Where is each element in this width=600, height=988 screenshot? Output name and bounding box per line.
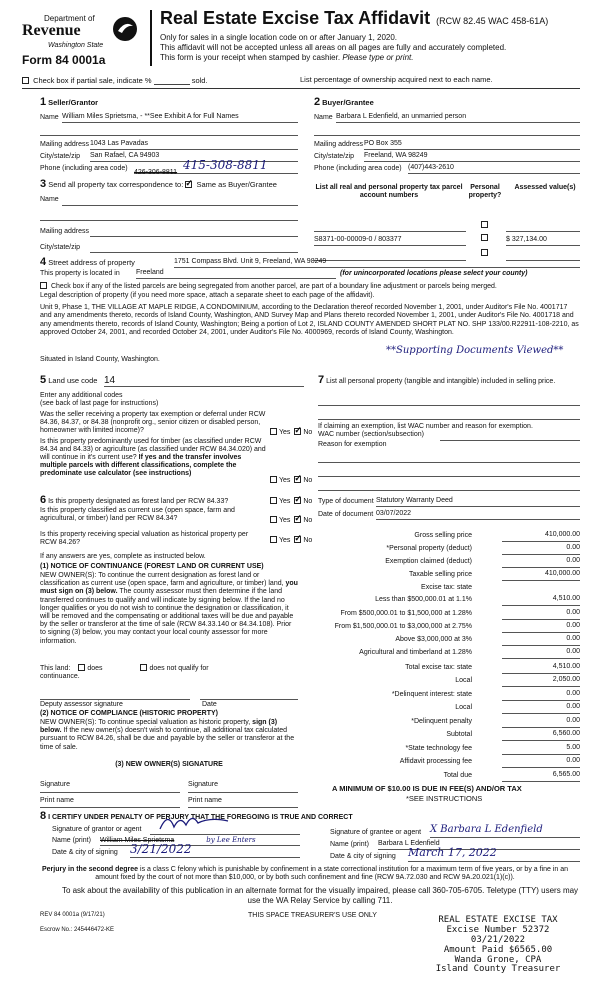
grantor-name: William Miles Sprietsma bbox=[100, 837, 175, 844]
corr-mailing-field[interactable] bbox=[90, 227, 298, 237]
land-q2 bbox=[40, 438, 270, 478]
tax-row-b3 bbox=[320, 621, 582, 633]
f2-yes-checkbox[interactable] bbox=[270, 516, 277, 523]
deputy-sig-line[interactable] bbox=[40, 690, 190, 700]
forest-q3: Is this property receiving special valuation as historical property per RCW 84.26? bbox=[40, 531, 249, 547]
doc-date: 03/07/2022 bbox=[376, 510, 412, 517]
doesnot-label: does not qualify for bbox=[149, 665, 209, 672]
doc-type: Statutory Warranty Deed bbox=[376, 497, 453, 504]
tax-row-del-local bbox=[320, 702, 582, 714]
tax-row-del-state bbox=[320, 689, 582, 701]
buyer-title: Buyer/Grantee bbox=[322, 98, 374, 107]
q1-no-checkbox[interactable] bbox=[294, 428, 301, 435]
buyer-phone: (407)443-2610 bbox=[408, 164, 454, 171]
f2-no-checkbox[interactable] bbox=[294, 516, 301, 523]
located-note: (for unincorporated locations please select your county) bbox=[340, 270, 528, 277]
header-line3: This form is your receipt when stamped by cashier. bbox=[160, 53, 341, 62]
buyer-mailing: PO Box 355 bbox=[364, 140, 402, 147]
legal-label: Legal description of property (if you need more space, attach a separate sheet to each page of the affidavit). bbox=[40, 292, 375, 299]
tax-row-b5 bbox=[320, 647, 582, 659]
land-q2a: Is this property predominantly used for timber (as classified under RCW 84.34 and 84.33) or agriculture (as classified under RCW 84.34.020) and will continue in it's current use? bbox=[40, 438, 266, 462]
revenue-logo bbox=[22, 10, 142, 68]
personal-line-2[interactable] bbox=[318, 410, 580, 420]
parcel-0-value-field[interactable] bbox=[506, 222, 580, 232]
forest-q1: Is this property designated as forest land per RCW 84.33? bbox=[48, 498, 229, 505]
street-num: 4 bbox=[40, 256, 47, 268]
partial-label: Check box if partial sale, indicate % bbox=[33, 76, 152, 85]
f2-yes: Yes bbox=[279, 517, 291, 524]
thisland-label: This land: bbox=[40, 665, 71, 672]
new-owner-print-2[interactable] bbox=[188, 806, 298, 808]
grantor-sig-label: Signature of grantor or agent bbox=[52, 826, 142, 833]
notice2-c: If the new owner(s) doesn't wish to continue, all additional tax calculated pursuant to RCW 84.26, shall be due and payable by the seller or transferor at the time of sale. bbox=[40, 727, 295, 751]
q1-yes-checkbox[interactable] bbox=[270, 428, 277, 435]
header-line1: Only for sales in a single location code on or after January 1, 2020. bbox=[160, 33, 398, 42]
gross-label: Gross selling price bbox=[414, 532, 472, 539]
personal-num: 7 bbox=[318, 374, 325, 386]
same-as-buyer-label: Same as Buyer/Grantee bbox=[196, 180, 277, 189]
tax-row-tech bbox=[320, 743, 582, 755]
forest-q2-answers bbox=[270, 516, 312, 525]
b3-label: From $1,500,000.01 to $3,000,000 at 2.75% bbox=[334, 623, 472, 630]
legal-description: Unit 9, Phase 1, THE VILLAGE AT MAPLE RIDGE, A CONDOMINIUM, according to the Declaration thereof recorded November 1, 2001, under Auditor's File No. 4001717 and any amendments thereto, records of Island County, Washington, AND Survey Map and Plans thereto recorded November 1, 2001, under Auditor's File No. 4001718 and any amendments thereto, records of Island County, Washington; Being a portion of Lot 2, ISLAND COUNTY AMENDED SHORT PLAT NO. SHP 133/00.R22911-108-2210, as approved October 24, 2001, and recorded October 24, 2001, under Auditor's File No. 4000969, records of Island County, Washington. bbox=[40, 304, 579, 337]
claim-label: If claiming an exemption, list WAC number and reason for exemption. bbox=[318, 423, 533, 430]
perjury-text bbox=[30, 866, 580, 883]
stamp-l1: REAL ESTATE EXCISE TAX bbox=[438, 915, 558, 925]
notice1-a: NEW OWNER(S): To continue the current designation as forest land or classification as current use (open space, farm and agriculture, or timber) land, bbox=[40, 572, 284, 588]
buyer-name-field[interactable] bbox=[336, 113, 580, 123]
title-text: Real Estate Excise Tax Affidavit bbox=[160, 8, 431, 28]
segregation-checkbox[interactable] bbox=[40, 282, 47, 289]
continuance-label: continuance. bbox=[40, 673, 80, 680]
certify-text: I CERTIFY UNDER PENALTY OF PERJURY THAT THE FOREGOING IS TRUE AND CORRECT bbox=[48, 814, 353, 821]
grantor-sig-field[interactable] bbox=[150, 825, 300, 835]
tax-row-taxable bbox=[320, 569, 582, 581]
seller-name-field[interactable] bbox=[62, 113, 298, 123]
seller-mailing: 1043 Las Pavadas bbox=[90, 140, 148, 147]
b1-value[interactable]: 4,510.00 bbox=[502, 595, 580, 606]
located-field[interactable] bbox=[136, 269, 336, 279]
partial-note: List percentage of ownership acquired next to each name. bbox=[300, 75, 493, 84]
partial-sold: sold. bbox=[191, 76, 208, 85]
tax-row-proc bbox=[320, 756, 582, 768]
tax-row-total bbox=[320, 770, 582, 782]
grantor-signature-icon bbox=[158, 809, 238, 835]
doc-date-label: Date of document bbox=[318, 511, 374, 518]
corr-name-field[interactable] bbox=[62, 196, 298, 206]
grantor-date: 3/21/2022 bbox=[130, 842, 192, 856]
wac-field[interactable] bbox=[440, 431, 580, 441]
f2-no: No bbox=[303, 517, 313, 524]
treasurer-stamp bbox=[418, 916, 578, 975]
b5-label: Agricultural and timberland at 1.28% bbox=[359, 649, 472, 656]
header-line2: This affidavit will not be accepted unless all areas on all pages are fully and accurately completed. bbox=[160, 43, 507, 52]
corr-name-label: Name bbox=[40, 196, 59, 203]
tax-row-gross bbox=[320, 530, 582, 542]
parcel-row-1[interactable] bbox=[314, 236, 466, 246]
f3-no: No bbox=[303, 537, 313, 544]
notice1-c: The county assessor must then determine if the land transferred continues to qualify and will indicate by signing below. If the land no longer qualifies or you do not wish to continue the designation or classification, it will be removed and the compensating or additional taxes will be due and payable by the seller or transferor at the time of sale (RCW 84.33.140 or 84.34.108). Prior to signing (3) below, you may contact your local county assessor for more information. bbox=[40, 588, 294, 645]
partial-pct-field[interactable] bbox=[154, 76, 190, 85]
land-q2-answers bbox=[270, 476, 312, 485]
del-local-label: Local bbox=[455, 704, 472, 711]
supporting-docs: **Supporting Documents Viewed** bbox=[386, 345, 564, 356]
situated: Situated in Island County, Washington. bbox=[40, 356, 160, 363]
doesnot-checkbox[interactable] bbox=[140, 664, 147, 671]
subtotal-label: Subtotal bbox=[446, 731, 472, 738]
parcel-1-value-field[interactable] bbox=[506, 236, 580, 246]
deputy-label: Deputy assessor signature bbox=[40, 701, 123, 708]
corr-name-line2[interactable] bbox=[40, 211, 298, 221]
tax-row-b4 bbox=[320, 634, 582, 646]
does-checkbox[interactable] bbox=[78, 664, 85, 671]
seller-mailing-label: Mailing address bbox=[40, 141, 90, 148]
q2-no: No bbox=[303, 477, 313, 484]
notice2-text bbox=[40, 719, 298, 752]
tax-row-personal bbox=[320, 543, 582, 555]
buyer-city-label: City/state/zip bbox=[314, 153, 355, 160]
q2-no-checkbox[interactable] bbox=[294, 476, 301, 483]
forest-q1-row bbox=[40, 494, 228, 507]
parcel-3-personal-checkbox[interactable] bbox=[481, 249, 488, 256]
does-label: does bbox=[87, 665, 103, 672]
seller-heading bbox=[40, 96, 98, 109]
buyer-phone-label: Phone (including area code) bbox=[314, 165, 402, 172]
doc-type-label: Type of document bbox=[318, 498, 374, 505]
escrow-label: Escrow No.: 245446472-KE bbox=[40, 927, 115, 933]
treasurer-label: THIS SPACE TREASURER'S USE ONLY bbox=[248, 912, 377, 919]
seller-phone-label: Phone (including area code) bbox=[40, 165, 128, 172]
forest-q3-answers bbox=[270, 536, 312, 545]
grantor-date-label: Date & city of signing bbox=[52, 849, 118, 856]
grantee-sig-field[interactable] bbox=[430, 824, 580, 838]
perjury-body: is a class C felony which is punishable by confinement in a state correctional institution for a maximum term of five years, or by a fine in an amount fixed by the court of not more than $10,000, or by both such confinement and fine (RCW 9A.72.030 and RCW 9A.20.021(1)(c)). bbox=[95, 866, 569, 882]
subtotal-value[interactable]: 6,560.00 bbox=[502, 730, 580, 741]
penalty-value[interactable]: 0.00 bbox=[502, 717, 580, 728]
stamp-l2: Excise Number 52372 bbox=[446, 924, 550, 935]
tax-row-penalty bbox=[320, 716, 582, 728]
reason-label: Reason for exemption bbox=[318, 441, 387, 448]
tax-row-local bbox=[320, 675, 582, 687]
local-value[interactable]: 2,050.00 bbox=[502, 676, 580, 687]
wac-label: WAC number (section/subsection) bbox=[318, 431, 424, 438]
penalty-label: *Delinquent penalty bbox=[411, 718, 472, 725]
q1-yes: Yes bbox=[279, 429, 291, 436]
title-rcw: (RCW 82.45 WAC 458-61A) bbox=[436, 16, 549, 26]
stamp-l3: 03/21/2022 bbox=[470, 934, 526, 945]
total-state-value[interactable]: 4,510.00 bbox=[502, 663, 580, 674]
buyer-mailing-field[interactable] bbox=[364, 140, 580, 150]
total-label: Total due bbox=[443, 772, 472, 779]
logo-revenue: Revenue bbox=[22, 22, 81, 39]
form-title bbox=[160, 8, 548, 29]
new-owner-sig-1[interactable] bbox=[40, 791, 180, 793]
segregation-row bbox=[40, 282, 497, 291]
parcels-col3: Assessed value(s) bbox=[514, 184, 576, 191]
personal-row bbox=[318, 374, 580, 387]
notice2-b: sign (3) below. bbox=[40, 719, 278, 735]
buyer-num: 2 bbox=[314, 96, 321, 108]
seller-mailing-field[interactable] bbox=[90, 140, 298, 150]
q2-yes: Yes bbox=[279, 477, 291, 484]
header-divider bbox=[150, 10, 152, 66]
seller-num: 1 bbox=[40, 96, 47, 108]
corr-city-label: City/state/zip bbox=[40, 244, 81, 251]
stamp-l6: Island County Treasurer bbox=[435, 964, 561, 975]
parcels-col1: List all real and personal property tax parcel account numbers bbox=[315, 184, 463, 200]
deputy-date-line[interactable] bbox=[200, 690, 298, 700]
land-q2b: If yes and the transfer involves multiple parcels with different classifications, complete the predominate use calculator (see instructions) bbox=[40, 454, 242, 478]
street-label: Street address of property bbox=[48, 258, 135, 267]
land-additional: Enter any additional codes bbox=[40, 392, 123, 399]
grantee-name-label: Name (print) bbox=[330, 841, 369, 848]
b1-label: Less than $500,000.01 at 1.1% bbox=[375, 596, 472, 603]
corr-city-field[interactable] bbox=[90, 243, 298, 253]
reason-line-1[interactable] bbox=[318, 453, 580, 463]
q1-no: No bbox=[303, 429, 313, 436]
grantee-sig-label: Signature of grantee or agent bbox=[330, 829, 422, 836]
minimum-note: A MINIMUM OF $10.00 IS DUE IN FEE(S) AND/OR TAX bbox=[332, 784, 522, 793]
b4-label: Above $3,000,000 at 3% bbox=[395, 636, 472, 643]
notice3-title: (3) NEW OWNER(S) SIGNATURE bbox=[115, 761, 223, 768]
f1-yes: Yes bbox=[279, 498, 291, 505]
header-instructions bbox=[160, 33, 506, 63]
land-see-back: (see back of last page for instructions) bbox=[40, 400, 159, 407]
grantee-sig: X Barbara L Edenfield bbox=[430, 824, 543, 835]
ask-text: To ask about the availability of this publication in an alternate format for the visually impaired, please call 360-705-6705. Teletype (TTY) users may use the WA Relay Service by calling 711. bbox=[61, 886, 579, 905]
forest-q1-answers bbox=[270, 497, 312, 506]
buyer-phone-field[interactable] bbox=[408, 164, 580, 174]
exemption-label: Exemption claimed (deduct) bbox=[385, 558, 472, 565]
new-owner-print-1[interactable] bbox=[40, 806, 180, 808]
land-code: 14 bbox=[104, 375, 116, 386]
grantee-date: March 17, 2022 bbox=[408, 846, 497, 859]
rev-label: REV 84 0001a (9/17/21) bbox=[40, 912, 105, 918]
land-num: 5 bbox=[40, 374, 47, 386]
grantee-date-label: Date & city of signing bbox=[330, 853, 396, 860]
f3-no-checkbox[interactable] bbox=[294, 536, 301, 543]
located-value: Freeland bbox=[136, 269, 164, 276]
personal-label: List all personal property (tangible and intangible) included in selling price. bbox=[326, 378, 556, 385]
tech-value[interactable]: 5.00 bbox=[502, 744, 580, 755]
stamp-l4: Amount Paid $6565.00 bbox=[443, 944, 553, 955]
buyer-city-field[interactable] bbox=[364, 152, 580, 162]
street-field[interactable] bbox=[174, 258, 580, 268]
reason-line-3[interactable] bbox=[318, 481, 580, 491]
buyer-mailing-label: Mailing address bbox=[314, 141, 364, 148]
reason-line-2[interactable] bbox=[318, 467, 580, 477]
del-local-value[interactable]: 0.00 bbox=[502, 703, 580, 714]
notice1-title: (1) NOTICE OF CONTINUANCE (FOREST LAND OR CURRENT USE) bbox=[40, 563, 264, 570]
certify-num: 8 bbox=[40, 810, 47, 822]
parcel-row-0[interactable] bbox=[314, 222, 466, 232]
corr-label: Send all property tax correspondence to: bbox=[48, 180, 184, 189]
doc-type-field[interactable] bbox=[376, 497, 580, 507]
proc-value[interactable]: 0.00 bbox=[502, 757, 580, 768]
partial-checkbox[interactable] bbox=[22, 77, 29, 84]
street-value: 1751 Compass Blvd. Unit 9, Freeland, WA 98249 bbox=[174, 258, 327, 265]
b2-value[interactable]: 0.00 bbox=[502, 609, 580, 620]
personal-deduct-value[interactable]: 0.00 bbox=[502, 544, 580, 555]
same-as-buyer-checkbox[interactable] bbox=[185, 181, 192, 188]
rule bbox=[22, 88, 580, 89]
grantee-date-field[interactable] bbox=[408, 846, 580, 862]
grantor-name-label: Name (print) bbox=[52, 837, 91, 844]
header-line3-wrap bbox=[160, 53, 506, 63]
doc-date-field[interactable] bbox=[376, 510, 580, 520]
new-owner-print-label-1: Print name bbox=[40, 797, 74, 804]
gross-value[interactable]: 410,000.00 bbox=[502, 531, 580, 542]
deputy-date-label: Date bbox=[202, 701, 217, 708]
land-code-field[interactable] bbox=[104, 375, 304, 387]
seller-title: Seller/Grantor bbox=[48, 98, 99, 107]
land-q1: Was the seller receiving a property tax exemption or deferral under RCW 84.36, 84.37, or 84.38 (nonprofit org., senior citizen or disabled person, homeowner with limited income)? bbox=[40, 411, 266, 435]
grantee-name: Barbara L Edenfield bbox=[378, 840, 440, 847]
del-state-label: *Delinquent interest: state bbox=[391, 691, 472, 698]
new-owner-sig-2[interactable] bbox=[188, 791, 298, 793]
seller-phone-struck: 426-306-8811 bbox=[134, 169, 178, 176]
buyer-name-line2[interactable] bbox=[314, 126, 580, 136]
parcels-col2: Personal property? bbox=[468, 184, 502, 200]
new-owner-sig-label-2: Signature bbox=[188, 781, 218, 788]
land-q1-answers bbox=[270, 428, 312, 437]
exemption-value[interactable]: 0.00 bbox=[502, 557, 580, 568]
notice2-a: NEW OWNER(S): To continue special valuation as historic property, bbox=[40, 719, 251, 726]
notice1-b: you must sign on (3) below. bbox=[40, 580, 298, 596]
seller-phone-hand: 415-308-8811 bbox=[183, 158, 268, 172]
grantor-name-hand: by Lee Enters bbox=[206, 836, 256, 844]
notice1-text bbox=[40, 572, 298, 646]
corr-heading bbox=[40, 178, 277, 191]
buyer-city: Freeland, WA 98249 bbox=[364, 152, 428, 159]
buyer-name-label: Name bbox=[314, 114, 333, 121]
tech-label: *State technology fee bbox=[405, 745, 472, 752]
buyer-heading bbox=[314, 96, 374, 109]
tax-row-total-state bbox=[320, 662, 582, 674]
f1-no: No bbox=[303, 498, 313, 505]
f3-yes-checkbox[interactable] bbox=[270, 536, 277, 543]
buyer-name: Barbara L Edenfield, an unmarried person bbox=[336, 113, 467, 120]
located-label: This property is located in bbox=[40, 270, 120, 277]
tax-row-b1 bbox=[320, 594, 582, 606]
seller-city: San Rafael, CA 94903 bbox=[90, 152, 160, 159]
corr-mailing-label: Mailing address bbox=[40, 228, 90, 235]
parcel-2-personal-checkbox[interactable] bbox=[481, 221, 488, 228]
forest-num: 6 bbox=[40, 494, 47, 506]
f1-no-checkbox[interactable] bbox=[294, 497, 301, 504]
local-label: Local bbox=[455, 677, 472, 684]
grantor-date-field[interactable] bbox=[130, 842, 300, 858]
b2-label: From $500,000.01 to $1,500,000 at 1.28% bbox=[340, 610, 472, 617]
thisland-row bbox=[40, 664, 209, 673]
partial-row bbox=[22, 76, 208, 86]
perjury-bold: Perjury in the second degree bbox=[41, 866, 139, 873]
f3-yes: Yes bbox=[279, 537, 291, 544]
tax-row-b2 bbox=[320, 608, 582, 620]
taxable-label: Taxable selling price bbox=[408, 571, 472, 578]
new-owner-sig-label-1: Signature bbox=[40, 781, 70, 788]
new-owner-print-label-2: Print name bbox=[188, 797, 222, 804]
stamp-l5: Wanda Grone, CPA bbox=[454, 954, 542, 965]
total-state-label: Total excise tax: state bbox=[405, 664, 472, 671]
b5-value[interactable]: 0.00 bbox=[502, 648, 580, 659]
see-instructions: *SEE INSTRUCTIONS bbox=[406, 794, 483, 803]
header-line3b: Please type or print. bbox=[342, 53, 414, 62]
forest-any: If any answers are yes, complete as instructed below. bbox=[40, 553, 206, 560]
segregation-text: Check box if any of the listed parcels are being segregated from another parcel, are part of a boundary line adjustment or parcels being merged. bbox=[50, 283, 497, 290]
q2-yes-checkbox[interactable] bbox=[270, 476, 277, 483]
excise-state-label: Excise tax: state bbox=[421, 584, 472, 591]
seller-city-label: City/state/zip bbox=[40, 153, 81, 160]
land-label: Land use code bbox=[48, 376, 98, 385]
land-use-row bbox=[40, 374, 97, 387]
street-row bbox=[40, 256, 135, 269]
logo-state: Washington State bbox=[48, 42, 104, 49]
tax-row-exemption bbox=[320, 556, 582, 568]
tax-row-state-heading bbox=[320, 582, 582, 594]
form-number: Form 84 0001a bbox=[22, 53, 106, 67]
seller-name-line2[interactable] bbox=[40, 126, 298, 136]
proc-label: Affidavit processing fee bbox=[399, 758, 472, 765]
f1-yes-checkbox[interactable] bbox=[270, 497, 277, 504]
parcel-1-personal-checkbox[interactable] bbox=[481, 234, 488, 241]
b4-value[interactable]: 0.00 bbox=[502, 635, 580, 646]
seller-name: William Miles Sprietsma, - **See Exhibit A for Full Names bbox=[62, 113, 239, 120]
parcel-1-number: S8371-00-00009-0 / 803377 bbox=[314, 236, 402, 243]
del-state-value[interactable]: 0.00 bbox=[502, 690, 580, 701]
logo-dept: Department of bbox=[44, 14, 95, 23]
seller-phone-field[interactable] bbox=[134, 158, 298, 176]
parcel-1-value: $ 327,134.00 bbox=[506, 236, 547, 243]
notice2-title: (2) NOTICE OF COMPLIANCE (HISTORIC PROPERTY) bbox=[40, 710, 218, 717]
corr-num: 3 bbox=[40, 178, 47, 190]
personal-line-1[interactable] bbox=[318, 396, 580, 406]
seller-name-label: Name bbox=[40, 114, 59, 121]
personal-deduct-label: *Personal property (deduct) bbox=[386, 545, 472, 552]
total-value[interactable]: 6,565.00 bbox=[502, 771, 580, 782]
washington-logo-icon bbox=[112, 16, 138, 42]
b3-value[interactable]: 0.00 bbox=[502, 622, 580, 633]
tax-row-subtotal bbox=[320, 729, 582, 741]
taxable-value[interactable]: 410,000.00 bbox=[502, 570, 580, 581]
forest-q2: Is this property classified as current use (open space, farm and agricultural, or timber) land per RCW 84.34? bbox=[40, 507, 235, 523]
